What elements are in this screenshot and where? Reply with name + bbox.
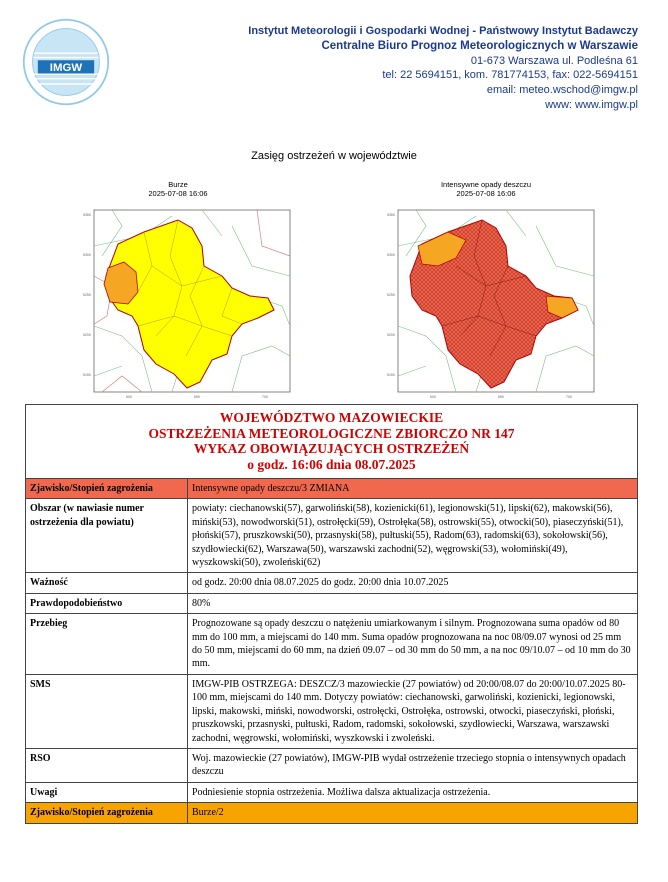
maps-subtitle: Zasięg ostrzeżeń w województwie <box>251 150 417 162</box>
table-row-rso <box>26 748 638 782</box>
row-label: Zjawisko/Stopień zagrożenia <box>26 803 188 823</box>
row-label: Uwagi <box>26 782 188 802</box>
table-row-phenomenon-storm <box>26 803 638 823</box>
map-opady-date: 2025-07-08 16:06 <box>456 189 516 198</box>
row-label: Przebieg <box>26 614 188 675</box>
svg-text:5200: 5200 <box>83 333 91 337</box>
imgw-logo <box>22 18 110 106</box>
www[interactable]: www: www.imgw.pl <box>545 98 638 111</box>
svg-text:650: 650 <box>194 395 200 399</box>
row-value: Intensywne opady deszczu/3 ZMIANA <box>188 479 638 499</box>
row-label: Prawdopodobieństwo <box>26 593 188 613</box>
row-label: SMS <box>26 674 188 748</box>
document-header <box>26 405 638 479</box>
svg-text:5350: 5350 <box>387 213 395 217</box>
svg-text:5200: 5200 <box>387 333 395 337</box>
list-title: WYKAZ OBOWIĄZUJĄCYCH OSTRZEŻEŃ <box>193 441 470 456</box>
row-value: Podniesienie stopnia ostrzeżenia. Możliwa dalsza aktualizacja ostrzeżenia. <box>188 782 638 802</box>
row-value: IMGW-PIB OSTRZEGA: DESZCZ/3 mazowieckie (27 powiatów) od 20:00/08.07 do 20:00/10.07.2025 80-100 mm, miejscami do 140 mm. Dotyczy powiatów: ciechanowski, garwoliński, kozienicki, legionowski, lipski, makowski, miński, nowodworski, ostrołęcki, Ostrołęka, ostrowski, otwocki, piaseczyński, płoński, pruszkowski, przasnyski, pułtuski, Radom, radomski, sokołowski, szydłowiecki, Warszawa, warszawski zachodni, węgrowski, wołomiński, wyszkowski i zwoleński. <box>188 674 638 748</box>
table-row-course <box>26 614 638 675</box>
svg-text:5350: 5350 <box>83 213 91 217</box>
warning-number-title: OSTRZEŻENIA METEOROLOGICZNE ZBIORCZO NR 147 <box>148 425 515 441</box>
svg-text:5150: 5150 <box>387 373 395 377</box>
map-burze-title: Burze <box>168 180 188 189</box>
document-header-row <box>26 405 638 479</box>
map-opady-title: Intensywne opady deszczu <box>440 180 532 189</box>
svg-text:600: 600 <box>430 395 436 399</box>
svg-text:5300: 5300 <box>83 253 91 257</box>
row-value: od godz. 20:00 dnia 08.07.2025 do godz. 20:00 dnia 10.07.2025 <box>188 573 638 593</box>
row-value: Prognozowane są opady deszczu o natężeniu umiarkowanym i silnym. Prognozowana suma opadów od 80 mm do 100 mm, a miejscami do 140 mm. Suma opadów prognozowana na noc 08/09.07 wynosi od 25 mm do 50 mm, miejscami do 60 mm, na dzień 09.07 – od 30 mm do 50 mm, a na noc 09/10.07 – od 10 mm do 30 mm. <box>188 614 638 675</box>
row-label: Obszar (w nawiasie numer ostrzeżenia dla powiatu) <box>26 499 188 573</box>
warnings-table <box>25 404 638 824</box>
svg-text:5250: 5250 <box>83 293 91 297</box>
map-opady-label <box>386 180 586 198</box>
map-burze <box>82 206 294 402</box>
svg-text:600: 600 <box>126 395 132 399</box>
row-label: Ważność <box>26 573 188 593</box>
svg-text:5250: 5250 <box>387 293 395 297</box>
phone: tel: 22 5694151, kom. 781774153, fax: 022-5694151 <box>382 69 638 82</box>
table-row-sms <box>26 674 638 748</box>
bureau-name: Centralne Biuro Prognoz Meteorologicznych w Warszawie <box>321 39 638 52</box>
issue-time: o godz. 16:06 dnia 08.07.2025 <box>247 456 416 472</box>
map-opady <box>386 206 598 402</box>
svg-text:IMGW: IMGW <box>49 62 83 75</box>
row-value: Woj. mazowieckie (27 powiatów), IMGW-PIB wydał ostrzeżenie trzeciego stopnia o intensywnych opadach deszczu <box>188 748 638 782</box>
table-row-area <box>26 499 638 573</box>
table-row-validity <box>26 573 638 593</box>
institute-info <box>248 24 638 113</box>
row-value: powiaty: ciechanowski(57), garwoliński(58), kozienicki(61), legionowski(51), lipski(62), makowski(56), miński(53), nowodworski(51), ostrołęcki(59), Ostrołęka(58), ostrowski(55), otwocki(50), piaseczyński(51), płoński(57), pruszkowski(50), przasnyski(58), pułtuski(55), Radom(63), radomski(63), sokołowski(56), szydłowiecki(62), Warszawa(50), warszawski zachodni(52), węgrowski(53), wołomiński(49), wyszkowski(50), zwoleński(62) <box>188 499 638 573</box>
svg-text:700: 700 <box>262 395 268 399</box>
svg-text:700: 700 <box>566 395 572 399</box>
row-label: Zjawisko/Stopień zagrożenia <box>26 479 188 499</box>
row-value: 80% <box>188 593 638 613</box>
table-row-phenomenon-rain <box>26 479 638 499</box>
table-row-probability <box>26 593 638 613</box>
row-value: Burze/2 <box>188 803 638 823</box>
row-label: RSO <box>26 748 188 782</box>
table-row-remarks <box>26 782 638 802</box>
svg-text:650: 650 <box>498 395 504 399</box>
institute-name: Instytut Meteorologii i Gospodarki Wodnej - Państwowy Instytut Badawczy <box>248 25 638 37</box>
address: 01-673 Warszawa ul. Podleśna 61 <box>470 54 638 67</box>
region-title: WOJEWÓDZTWO MAZOWIECKIE <box>219 410 444 425</box>
email[interactable]: email: meteo.wschod@imgw.pl <box>486 84 638 97</box>
map-burze-label <box>78 180 278 198</box>
svg-text:5150: 5150 <box>83 373 91 377</box>
map-burze-date: 2025-07-08 16:06 <box>148 189 208 198</box>
svg-text:5300: 5300 <box>387 253 395 257</box>
